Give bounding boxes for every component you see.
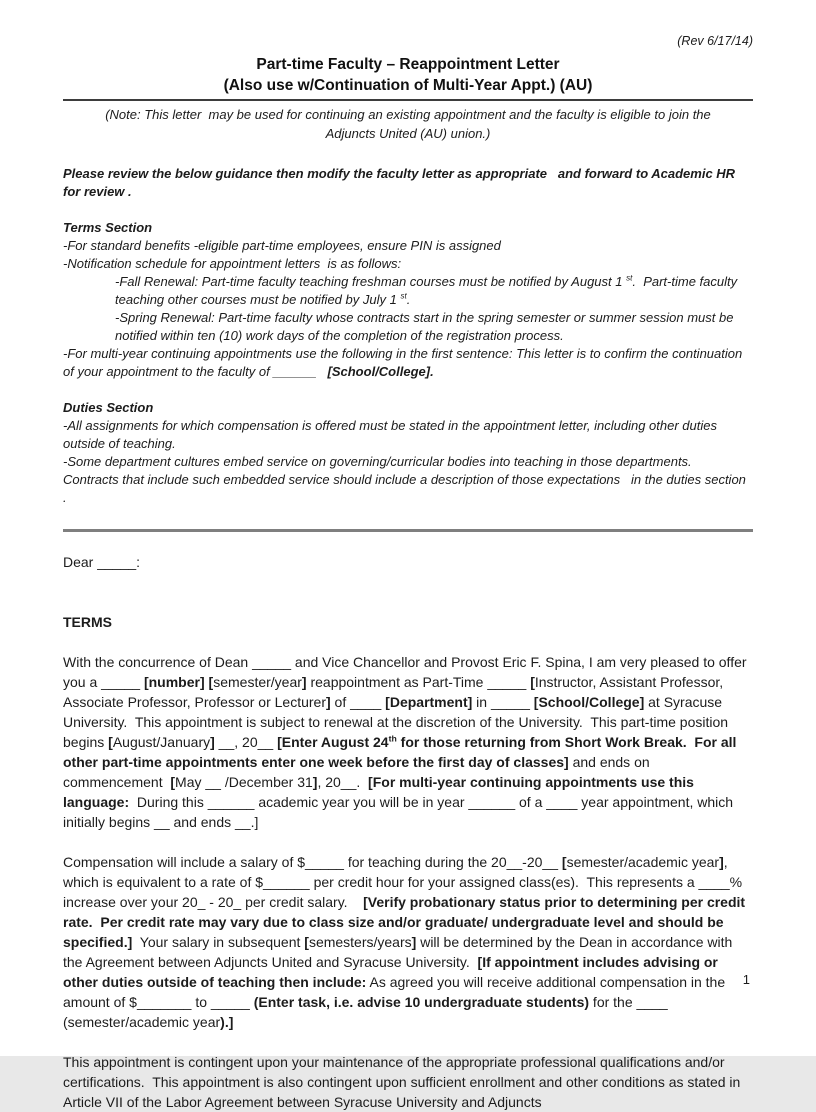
header-note: (Note: This letter may be used for continuing an existing appointment and the faculty is eligible to join the Adjuncts United (AU) union.): [105, 107, 714, 141]
document-title: Part-time Faculty – Reappointment Letter: [256, 56, 560, 73]
terms-item: -For standard benefits -eligible part-time employees, ensure PIN is assigned: [63, 238, 501, 253]
letter-paragraph-contingency: This appointment is contingent upon your maintenance of the appropriate professional qualifications and/or certifications. This appointment is also contingent upon sufficient enrollment and other conditions as stated in Article VII of the Labor Agreement between Syracuse University and Adjuncts: [63, 1054, 744, 1110]
duties-item: -All assignments for which compensation is offered must be stated in the appointment letter, including other duties outside of teaching.: [63, 418, 721, 451]
section-divider: [63, 529, 753, 532]
guidance-intro: Please review the below guidance then modify the faculty letter as appropriate and forward to Academic HR for review .: [63, 166, 739, 199]
terms-item: -Notification schedule for appointment letters is as follows:: [63, 256, 402, 271]
header-divider: [63, 99, 753, 101]
terms-item-fall-renewal: -Fall Renewal: Part-time faculty teaching freshman courses must be notified by August 1 $^{st}$. Part-time faculty teaching other courses must be notified by July 1 $^{st}$.: [115, 273, 741, 307]
salutation: Dear _____:: [63, 554, 141, 570]
duties-section-heading: Duties Section: [63, 400, 154, 415]
document-subtitle: (Also use w/Continuation of Multi-Year Appt.) (AU): [223, 77, 593, 94]
terms-item-spring-renewal: -Spring Renewal: Part-time faculty whose contracts start in the spring semester or summer session must be notified within ten (10) work days of the completion of the registration process.: [115, 310, 738, 343]
letter-paragraph-terms: With the concurrence of Dean _____ and Vice Chancellor and Provost Eric F. Spina, I am very pleased to offer you a _____ [number] [semester/year] reappointment as Part-Time _____ [Instructor, Assistant Professor, Associate Professor, Professor or Lecturer] of ____ [Department] in _____ [School/College] at Syracuse University. This appointment is subject to renewal at the discretion of the University. This part-time position begins [August/January] __, 20__ [Enter August 24th for those returning from Short Work Break. For all other part-time appointments enter one week before the first day of classes] and ends on commencement [May __ /December 31], 20__. [For multi-year continuing appointments use this language: During this ______ academic year you will be in year ______ of a ____ year appointment, which initially begins __ and ends __.]: [63, 654, 751, 830]
page-number: 1: [742, 972, 750, 987]
duties-item: -Some department cultures embed service on governing/curricular bodies into teaching in those departments. Contracts that include such embedded service should include a description of those expectations in the duties section .: [63, 454, 750, 505]
revision-note: (Rev 6/17/14): [677, 34, 753, 48]
terms-item-multi-year: -For multi-year continuing appointments use the following in the first sentence: This letter is to confirm the continuation of your appointment to the faculty of ______ [School/College].: [63, 346, 746, 379]
letter-paragraph-compensation: Compensation will include a salary of $_____ for teaching during the 20__-20__ [semester/academic year], which is equivalent to a rate of $______ per credit hour for your assigned class(es). This represents a ____% increase over your 20_ - 20_ per credit salary. [Verify probationary status prior to determining per credit rate. Per credit rate may vary due to class size and/or graduate/ undergraduate level and should be specified.] Your salary in subsequent [semesters/years] will be determined by the Dean in accordance with the Agreement between Adjuncts United and Syracuse University. [If appointment includes advising or other duties outside of teaching then include: As agreed you will receive additional compensation in the amount of $_______ to _____ (Enter task, i.e. advise 10 undergraduate students) for the ____ (semester/academic year).]: [63, 854, 749, 1030]
terms-section-heading: Terms Section: [63, 220, 153, 235]
terms-heading: TERMS: [63, 614, 112, 630]
